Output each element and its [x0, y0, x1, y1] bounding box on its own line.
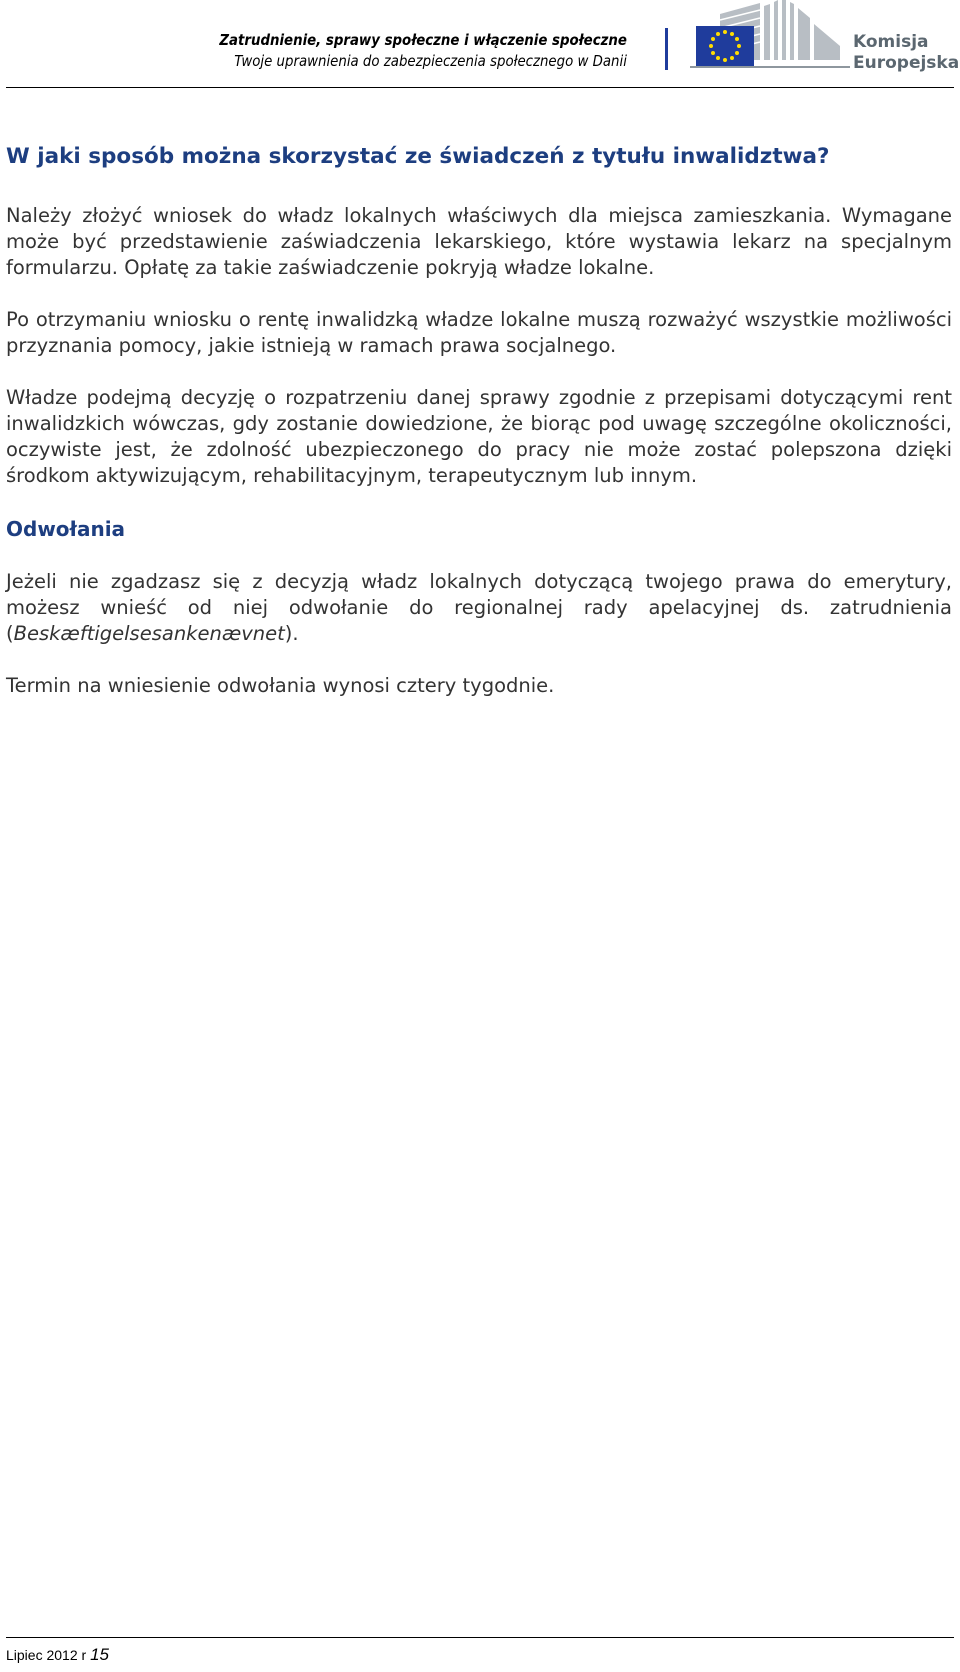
header-subtitle: Twoje uprawnienia do zabezpieczenia społecznego w Danii	[234, 52, 627, 70]
logo-text	[853, 32, 959, 74]
footer-rule	[6, 1637, 954, 1638]
paragraph-decision: Władze podejmą decyzję o rozpatrzeniu danej sprawy zgodnie z przepisami dotyczącymi rent inwalidzkich wówczas, gdy zostanie dowiedzione, że biorąc pod uwagę szczególne okoliczności, oczywiste jest, że zdolność ubezpieczonego do pracy nie może zostać polepszona dzięki środkom aktywizującym, rehabilitacyjnym, terapeutycznym lub innym.	[6, 386, 952, 487]
header-titles	[153, 30, 627, 72]
main-content	[6, 143, 952, 725]
page-footer	[6, 1646, 109, 1664]
appeals-board-name: Beskæftigelsesankenævnet	[13, 622, 285, 645]
paragraph-appeals	[6, 569, 952, 647]
appeals-text-end: ).	[284, 622, 299, 645]
header-rule	[6, 87, 954, 88]
header-title: Zatrudnienie, sprawy społeczne i włączenie społeczne	[219, 31, 627, 49]
page-header	[0, 0, 960, 88]
header-divider	[665, 28, 668, 70]
appeals-text: Jeżeli nie zgadzasz się z decyzją władz lokalnych dotyczącą twojego prawa do emerytury, możesz wnieść od niej odwołanie do regionalnej rady apelacyjnej ds. zatrudnienia (	[6, 570, 952, 645]
paragraph-deadline: Termin na wniesienie odwołania wynosi cztery tygodnie.	[6, 674, 555, 697]
logo-line2: Europejska	[853, 53, 960, 73]
paragraph-application-review: Po otrzymaniu wniosku o rentę inwalidzką władze lokalne muszą rozważyć wszystkie możliwości przyznania pomocy, jakie istnieją w ramach prawa socjalnego.	[6, 308, 952, 357]
paragraph-application: Należy złożyć wniosek do władz lokalnych właściwych dla miejsca zamieszkania. Wymagane może być przedstawienie zaświadczenia lekarskiego, które wystawia lekarz na specjalnym formularzu. Opłatę za takie zaświadczenie pokryją władze lokalne.	[6, 204, 952, 279]
logo-line1: Komisja	[853, 32, 929, 52]
appeals-heading: Odwołania	[6, 517, 126, 541]
footer-date: Lipiec 2012 r	[6, 1647, 87, 1663]
section-heading: W jaki sposób można skorzystać ze świadczeń z tytułu inwalidztwa?	[6, 144, 830, 169]
page-number: 15	[90, 1645, 109, 1664]
